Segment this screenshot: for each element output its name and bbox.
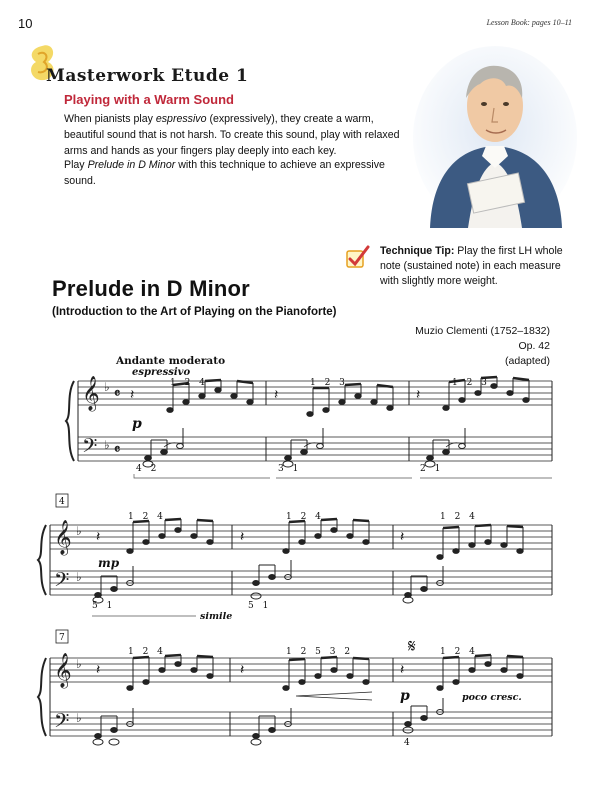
fingering: 3 1	[278, 464, 299, 474]
fingering: 1 2 4	[286, 512, 321, 522]
svg-text:𝄴: 𝄴	[114, 386, 121, 402]
svg-text:𝄽: 𝄽	[240, 529, 245, 545]
composer-name: Muzio Clementi (1752–1832)	[415, 325, 550, 337]
fingering: 1 2 4	[128, 512, 163, 522]
svg-text:♭: ♭	[76, 570, 82, 584]
svg-text:𝄴: 𝄴	[114, 442, 121, 458]
simile-marking: simile	[200, 611, 233, 622]
etude-title: Masterwork Etude 1	[46, 66, 249, 86]
fingering: 2 1	[420, 464, 441, 474]
svg-text:𝄽: 𝄽	[130, 387, 135, 403]
treble-clef-3: 𝄞	[54, 653, 72, 688]
bass-clef-1: 𝄢	[82, 434, 98, 462]
lh-notes-s2	[93, 560, 443, 603]
svg-text:♭: ♭	[76, 524, 82, 538]
svg-text:♭: ♭	[104, 380, 110, 394]
treble-clef-2: 𝄞	[54, 520, 72, 555]
bass-clef-2: 𝄢	[54, 568, 70, 596]
fingering: 1 2 3	[452, 378, 487, 388]
segno-sign: 𝄋	[408, 636, 416, 657]
svg-text:♭: ♭	[104, 438, 110, 452]
measure-number-7: 7	[59, 633, 65, 643]
svg-text:♭: ♭	[76, 711, 82, 725]
etude-paragraph-1: When pianists play espressivo (expressively), they create a warm, beautiful sound that is not harsh. To create this sound, play with relaxed arms and hands as your fingers play deeply into each key.	[64, 113, 400, 157]
fingering: 5 1	[92, 601, 113, 611]
svg-text:𝄽: 𝄽	[96, 662, 101, 678]
piece-subtitle: (Introduction to the Art of Playing on the Pianoforte)	[52, 306, 337, 318]
piece-title: Prelude in D Minor	[52, 276, 250, 301]
fingering: 5 1	[248, 601, 269, 611]
etude-paragraph-2: Play Prelude in D Minor with this technique to achieve an expressive sound.	[64, 159, 385, 187]
lesson-reference: Lesson Book: pages 10–11	[486, 18, 572, 27]
page-number: 10	[18, 16, 33, 31]
fingering: 1 2 3	[310, 378, 345, 388]
tempo-marking: Andante moderato	[116, 355, 226, 367]
expression-marking: espressivo	[132, 367, 191, 378]
svg-text:𝄽: 𝄽	[416, 387, 421, 403]
fingering: 1 2 4	[440, 647, 475, 657]
technique-tip: Technique Tip: Play the first LH whole note (sustained note) in each measure with slightly more weight.	[380, 245, 563, 287]
dynamic-p-2: p	[400, 688, 410, 704]
fingering: 1 2 4	[440, 512, 475, 522]
fingering: 1 2 5 3 2	[286, 647, 351, 657]
adapted-note: (adapted)	[505, 355, 550, 367]
svg-text:𝄽: 𝄽	[240, 662, 245, 678]
etude-subtitle: Playing with a Warm Sound	[64, 92, 234, 107]
svg-text:♭: ♭	[76, 657, 82, 671]
rh-notes-s3	[127, 655, 523, 690]
bass-clef-3: 𝄢	[54, 709, 70, 737]
dynamic-p-1: p	[132, 416, 142, 432]
svg-text:𝄽: 𝄽	[96, 529, 101, 545]
fingering: 1 2 4	[170, 378, 205, 388]
lh-notes-s3	[93, 698, 443, 745]
dynamic-mp: mp	[98, 556, 120, 570]
treble-clef-1: 𝄞	[82, 376, 100, 411]
svg-text:𝄽: 𝄽	[400, 662, 405, 678]
fingering: 4	[404, 738, 410, 748]
svg-text:𝄽: 𝄽	[274, 387, 279, 403]
poco-cresc-marking: poco cresc.	[462, 692, 522, 703]
fingering: 4 2	[136, 464, 157, 474]
opus-number: Op. 42	[518, 340, 550, 352]
svg-text:𝄽: 𝄽	[400, 529, 405, 545]
fingering: 1 2 4	[128, 647, 163, 657]
measure-number-4: 4	[59, 497, 65, 507]
